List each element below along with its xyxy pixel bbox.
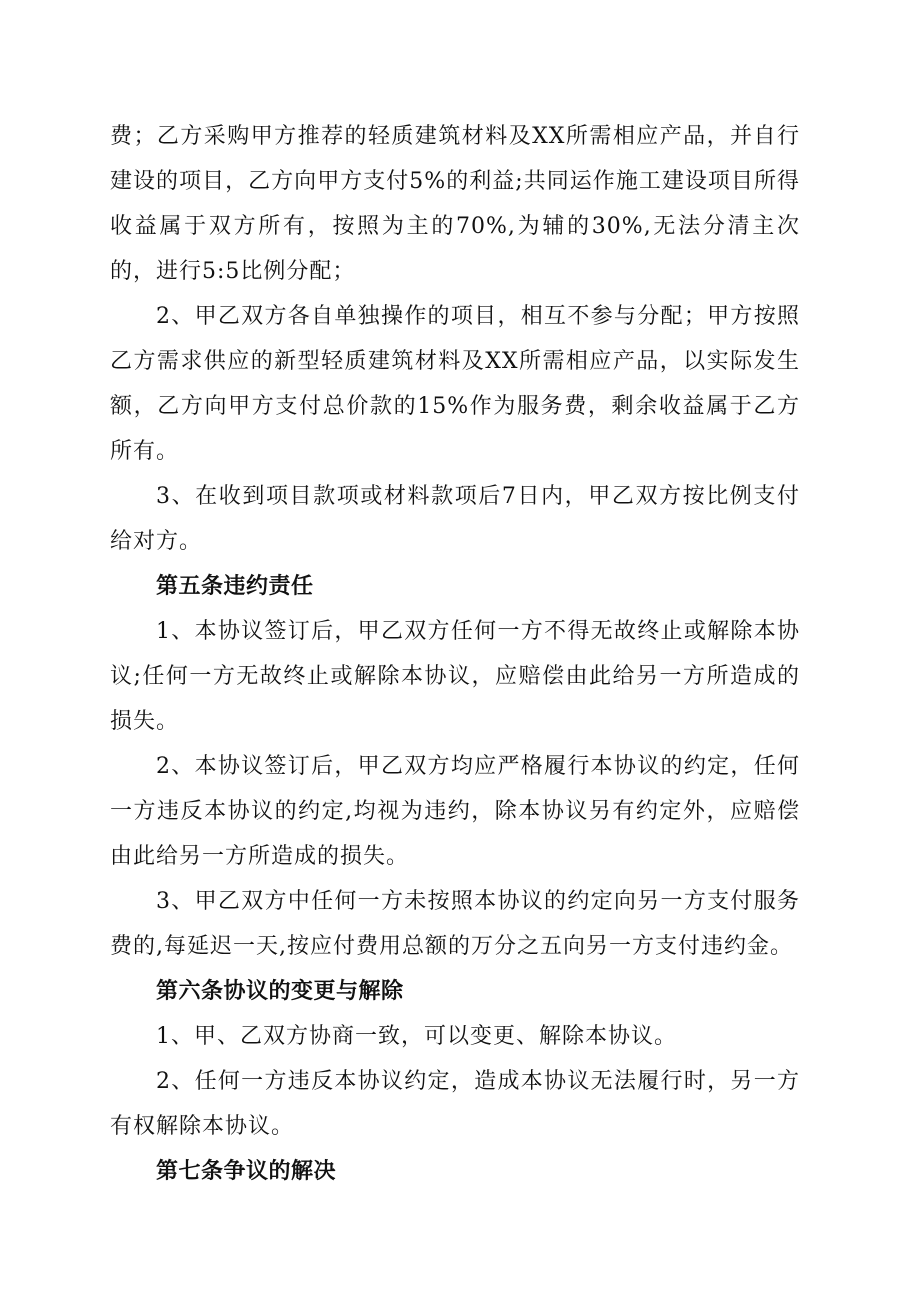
paragraph-clause-2-independent-projects: 2、甲乙双方各自单独操作的项目，相互不参与分配；甲方按照乙方需求供应的新型轻质建筑材料及XX所需相应产品，以实际发生额，乙方向甲方支付总价款的15%作为服务费，剩余收益属于乙方所有。 — [110, 304, 800, 464]
document-page — [110, 114, 800, 1194]
paragraph-article-6-clause-2: 2、任何一方违反本协议约定，造成本协议无法履行时，另一方有权解除本协议。 — [110, 1069, 800, 1139]
section-heading-article-5: 第五条违约责任 — [156, 574, 314, 599]
paragraph-article-5-clause-1: 1、本协议签订后，甲乙双方任何一方不得无故终止或解除本协议;任何一方无故终止或解除本协议，应赔偿由此给另一方所造成的损失。 — [110, 619, 800, 734]
paragraph-article-5-clause-2: 2、本协议签订后，甲乙双方均应严格履行本协议的约定，任何一方违反本协议的约定,均视为违约，除本协议另有约定外，应赔偿由此给另一方所造成的损失。 — [110, 754, 800, 869]
paragraph-clause-3-payment-timing: 3、在收到项目款项或材料款项后7日内，甲乙双方按比例支付给对方。 — [110, 484, 800, 554]
paragraph-article-6-clause-1: 1、甲、乙双方协商一致，可以变更、解除本协议。 — [156, 1024, 677, 1049]
paragraph-continued-benefit-split: 费；乙方采购甲方推荐的轻质建筑材料及XX所需相应产品，并自行建设的项目，乙方向甲方支付5%的利益;共同运作施工建设项目所得收益属于双方所有，按照为主的70%,为辅的30%,无法分清主次的，进行5:5比例分配； — [110, 124, 800, 284]
section-heading-article-6: 第六条协议的变更与解除 — [156, 979, 404, 1004]
paragraph-article-5-clause-3: 3、甲乙双方中任何一方未按照本协议的约定向另一方支付服务费的,每延迟一天,按应付费用总额的万分之五向另一方支付违约金。 — [110, 889, 800, 959]
section-heading-article-7: 第七条争议的解决 — [156, 1159, 337, 1184]
